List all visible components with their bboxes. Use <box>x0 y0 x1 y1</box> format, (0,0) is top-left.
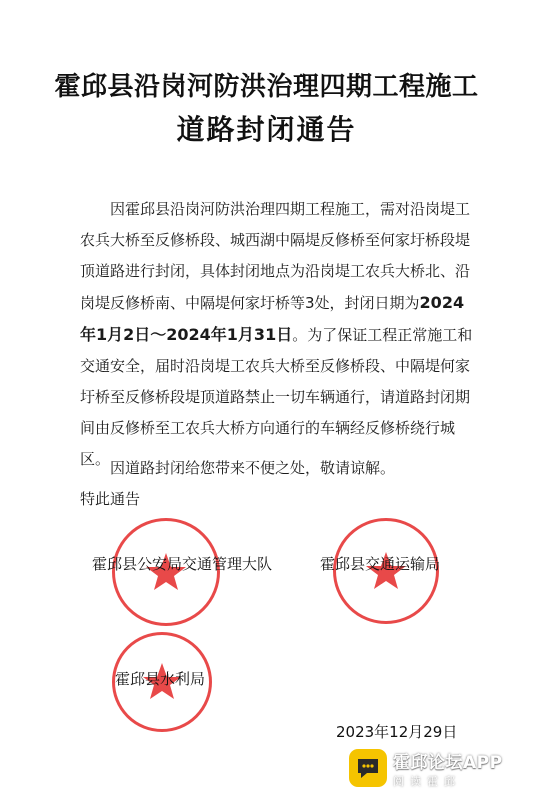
notice-date: 2023年12月29日 <box>336 723 458 741</box>
closing-text: 特此通告 <box>80 490 141 508</box>
org-water-bureau: 霍邱县水利局 <box>115 670 206 688</box>
closure-dates: 2024年1月2日～2024年1月31日 <box>80 293 465 344</box>
notice-title-line1: 霍邱县沿岗河防洪治理四期工程施工 <box>54 72 479 102</box>
app-subtitle: 阅读霍邱 <box>393 774 461 788</box>
notice-title-line2: 道路封闭通告 <box>176 113 357 146</box>
app-watermark <box>349 746 521 790</box>
notice-body-paragraph <box>80 194 475 475</box>
apology-text: 因道路封闭给您带来不便之处，敬请谅解。 <box>110 459 396 477</box>
chat-bubble-icon <box>349 749 387 787</box>
body-text-end: 。为了保证工程正常施工和交通安全，届时沿岗堤工农兵大桥至反修桥段、中隔堤何家圩桥至反修桥段堤顶道路禁止一切车辆通行，请道路封闭期间由反修桥至工农兵大桥方向通行的车辆经反修桥绕行城区。 <box>80 326 473 468</box>
app-name: 霍邱论坛APP <box>393 752 503 773</box>
org-traffic-police: 霍邱县公安局交通管理大队 <box>92 555 273 573</box>
org-transport-bureau: 霍邱县交通运输局 <box>320 555 441 573</box>
body-text-start: 因霍邱县沿岗河防洪治理四期工程施工，需对沿岗堤工农兵大桥至反修桥段、城西湖中隔堤反修桥至何家圩桥段堤顶道路进行封闭，具体封闭地点为沿岗堤工农兵大桥北、沿岗堤反修桥南、中隔堤何家圩桥等3处，封闭日期为 <box>80 200 471 312</box>
